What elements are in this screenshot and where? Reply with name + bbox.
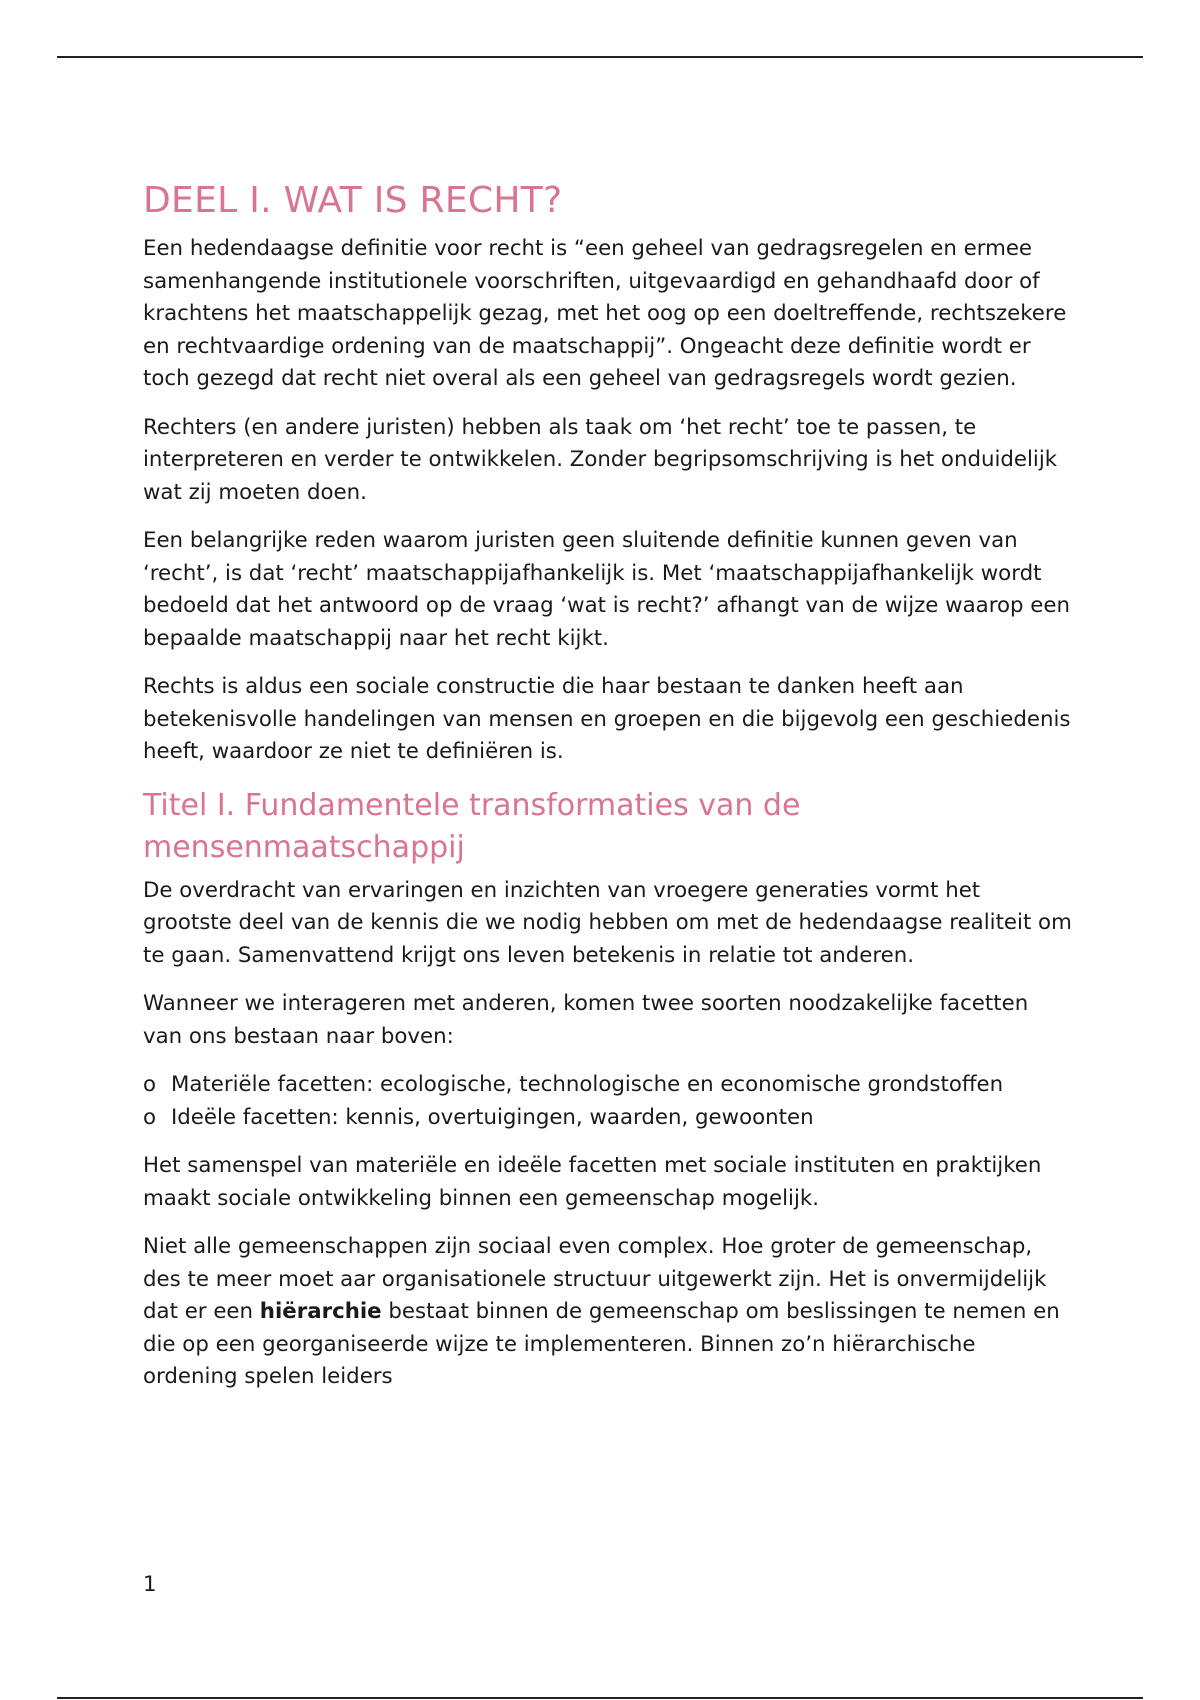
- page-number: 1: [143, 1572, 157, 1597]
- list-item-material-facets: [143, 1069, 1073, 1102]
- section-paragraph-4: [143, 1231, 1073, 1394]
- page-content: [143, 178, 1073, 1410]
- list-item-ideal-facets: [143, 1102, 1073, 1135]
- facets-list: [143, 1069, 1073, 1134]
- footer-rule: [57, 1697, 1143, 1699]
- intro-paragraph-3: Een belangrijke reden waarom juristen geen sluitende definitie kunnen geven van ‘recht’, is dat ‘recht’ maatschappijafhankelijk is. Met ‘maatschappijafhankelijk wordt bedoeld dat het antwoord op de vraag ‘wat is recht?’ afhangt van de wijze waarop een bepaalde maatschappij naar het recht kijkt.: [143, 528, 1070, 651]
- bold-term-hierarchie: hiërarchie: [259, 1299, 382, 1324]
- bullet-marker: o: [143, 1072, 157, 1097]
- paragraph-text: Niet alle gemeenschappen zijn sociaal even complex. Hoe groter de gemeenschap, des te meer moet aar organisationele structuur uitgewerkt zijn. Het is onvermijdelijk dat er een: [143, 1234, 1047, 1324]
- section-paragraph-1: De overdracht van ervaringen en inzichten van vroegere generaties vormt het grootste deel van de kennis die we nodig hebben om met de hedendaagse realiteit om te gaan. Samenvattend krijgt ons leven betekenis in relatie tot anderen.: [143, 877, 1072, 968]
- section-paragraph-2: Wanneer we interageren met anderen, komen twee soorten noodzakelijke facetten van ons bestaan naar boven:: [143, 991, 1029, 1049]
- header-rule: [57, 56, 1143, 58]
- part-title: DEEL I. WAT IS RECHT?: [143, 180, 563, 221]
- section-title: Titel I. Fundamentele transformaties van de mensenmaatschappij: [143, 787, 801, 865]
- paragraph-text: bestaat binnen de gemeenschap om beslissingen te nemen en die op een georganiseerde wijze te implementeren. Binnen zo’n hiërarchische ordening spelen leiders: [143, 1299, 1060, 1389]
- intro-paragraph-1: Een hedendaagse definitie voor recht is “een geheel van gedragsregelen en ermee samenhangende institutionele voorschriften, uitgevaardigd en gehandhaafd door of krachtens het maatschappelijk gezag, met het oog op een doeltreffende, rechtszekere en rechtvaardige ordening van de maatschappij”. Ongeacht deze definitie wordt er toch gezegd dat recht niet overal als een geheel van gedragsregels wordt gezien.: [143, 236, 1067, 391]
- section-paragraph-3: Het samenspel van materiële en ideële facetten met sociale instituten en praktijken maakt sociale ontwikkeling binnen een gemeenschap mogelijk.: [143, 1153, 1042, 1211]
- list-item-text: Ideële facetten: kennis, overtuigingen, waarden, gewoonten: [171, 1104, 814, 1130]
- intro-paragraph-4: Rechts is aldus een sociale constructie die haar bestaan te danken heeft aan betekenisvolle handelingen van mensen en groepen en die bijgevolg een geschiedenis heeft, waardoor ze niet te definiëren is.: [143, 674, 1071, 764]
- bullet-marker: o: [143, 1104, 157, 1130]
- list-item-text: Materiële facetten: ecologische, technologische en economische grondstoffen: [171, 1072, 1004, 1097]
- intro-paragraph-2: Rechters (en andere juristen) hebben als taak om ‘het recht’ toe te passen, te interpreteren en verder te ontwikkelen. Zonder begripsomschrijving is het onduidelijk wat zij moeten doen.: [143, 414, 1058, 505]
